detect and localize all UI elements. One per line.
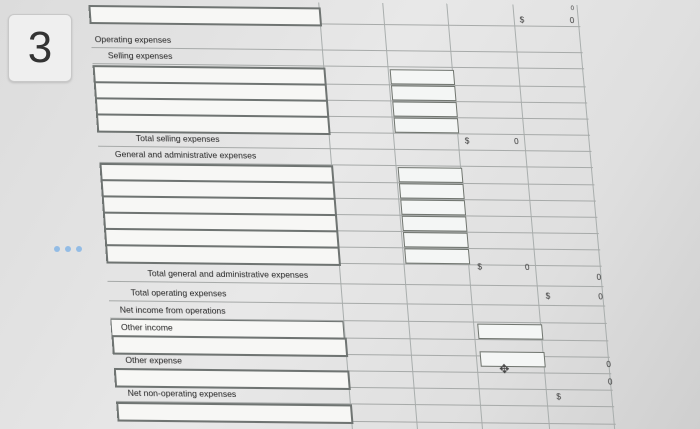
amount-input[interactable] xyxy=(400,200,466,216)
currency-sign: $ xyxy=(545,291,551,301)
row-label: Net income from operations xyxy=(119,304,226,316)
row-label: General and administrative expenses xyxy=(114,148,257,161)
question-number: 3 xyxy=(27,23,53,72)
currency-sign: $ xyxy=(464,136,470,146)
amount-input[interactable] xyxy=(392,101,458,117)
amount-input[interactable] xyxy=(394,118,460,134)
row-label: Other expense xyxy=(124,354,183,366)
row-label: Selling expenses xyxy=(107,50,173,61)
amount-input[interactable] xyxy=(402,216,468,232)
row-label: Total operating expenses xyxy=(130,287,227,299)
currency-sign: $ xyxy=(519,15,525,25)
amount-input[interactable] xyxy=(480,351,546,367)
label-input[interactable] xyxy=(105,244,341,266)
row-label: Operating expenses xyxy=(94,34,172,45)
amount-value: 0 xyxy=(605,359,612,370)
amount-input[interactable] xyxy=(390,69,455,85)
table-row xyxy=(88,5,580,27)
row-label: Net non-operating expenses xyxy=(127,387,237,400)
row-label: Other income xyxy=(120,321,174,333)
currency-sign: $ xyxy=(477,262,483,272)
question-number-badge xyxy=(8,14,72,82)
amount-value: 0 xyxy=(597,292,604,302)
amount-input[interactable] xyxy=(398,167,464,183)
amount-value: 0 xyxy=(513,136,520,147)
label-input[interactable] xyxy=(116,402,353,424)
currency-sign: $ xyxy=(556,392,562,402)
amount-value: 0 xyxy=(524,262,530,273)
row-label: Total general and administrative expenses xyxy=(147,268,309,280)
amount-input[interactable] xyxy=(404,248,470,264)
amount-value: 0 xyxy=(570,6,575,13)
amount-value: 0 xyxy=(607,377,613,387)
loading-dots-icon xyxy=(54,246,82,252)
income-statement-worksheet xyxy=(88,0,700,429)
amount-value: 0 xyxy=(596,272,602,282)
row-label: Total selling expenses xyxy=(135,133,220,144)
amount-input[interactable] xyxy=(477,324,543,340)
amount-input[interactable] xyxy=(399,183,465,199)
move-cursor-icon: ✥ xyxy=(498,361,511,377)
amount-input[interactable] xyxy=(403,232,469,248)
amount-input[interactable] xyxy=(391,85,457,101)
amount-value: 0 xyxy=(569,16,575,26)
label-input[interactable] xyxy=(88,5,322,26)
